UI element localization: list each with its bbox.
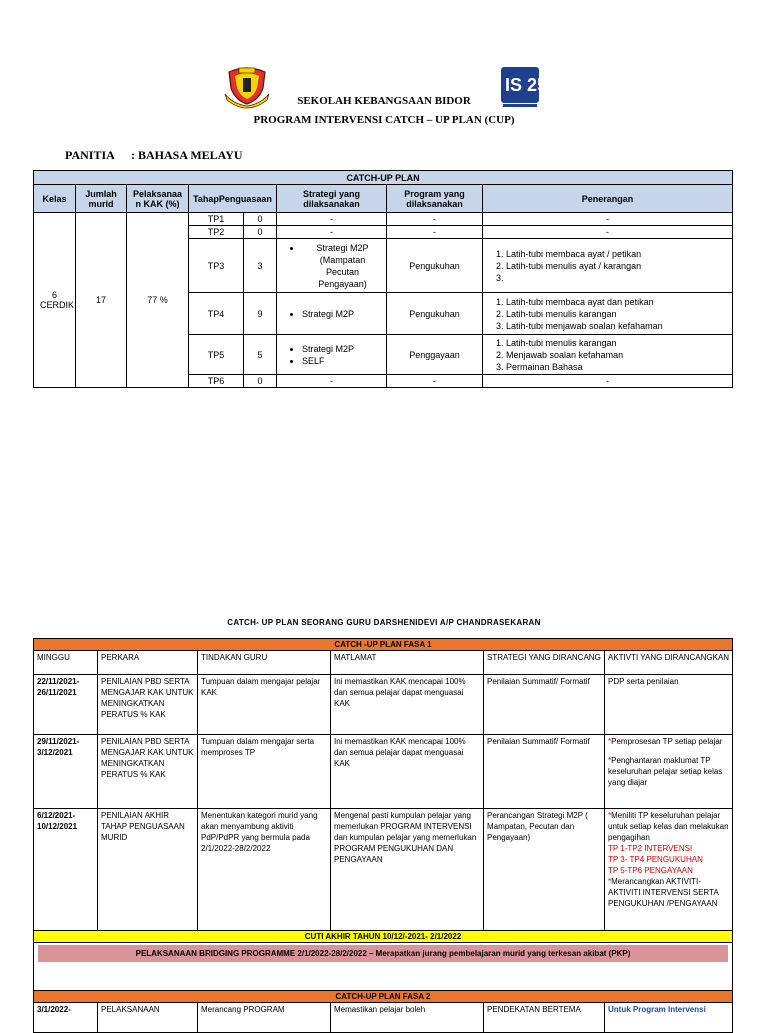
bridging-row [34, 943, 733, 991]
penerangan-cell [483, 293, 733, 335]
penerangan-cell [483, 335, 733, 375]
strategi-cell: Penilaian Summatif/ Formatif [484, 735, 605, 809]
tp-cell: TP5 [189, 335, 244, 375]
tp-count: 5 [244, 335, 277, 375]
fasa1-band: CATCH -UP PLAN FASA 1 [34, 639, 733, 651]
program-cell: Pengukuhan [387, 293, 483, 335]
table-row [34, 213, 733, 226]
minggu-cell: 22/11/2021-26/11/2021 [34, 675, 98, 735]
fasa2-band: CATCH-UP PLAN FASA 2 [34, 991, 733, 1003]
program-cell: - [387, 375, 483, 388]
tp-cell: TP4 [189, 293, 244, 335]
aktiviti-cell [605, 809, 733, 931]
list-item: 2. Latih-tubi menulis karangan [506, 308, 729, 320]
perkara-cell: PELAKSANAAN [98, 1003, 198, 1033]
list-item: 1. Latih-tubi membaca ayat dan petikan [506, 296, 729, 308]
header-minggu: MINGGU [34, 651, 98, 675]
program-cell: - [387, 226, 483, 239]
bridging-band: PELAKSANAAN BRIDGING PROGRAMME 2/1/2022-28/2/2022 – Merapatkan jurang pembelajaran murid yang terkesan akibat (PKP) [38, 945, 728, 962]
header-penerangan: Penerangan [483, 185, 733, 213]
perkara-cell: PENILAIAN PBD SERTA MENGAJAR KAK UNTUK MENINGKATKAN PERATUS % KAK [98, 735, 198, 809]
list-item: 1. Latih-tubi menulis karangan [506, 337, 729, 349]
tp-cell: TP3 [189, 239, 244, 293]
header-pelaksanaan: Pelaksanaa n KAK (%) [127, 185, 189, 213]
table-row [34, 1003, 733, 1033]
header-aktiviti: AKTIVTI YANG DIRANCANGKAN [605, 651, 733, 675]
strategi-cell: PENDEKATAN BERTEMA [484, 1003, 605, 1033]
strategi-cell: Perancangan Strategi M2P ( Mampatan, Pecutan dan Pengayaan) [484, 809, 605, 931]
aktiviti-item: *Meniliti TP keseluruhan pelajar untuk setiap kelas dan melakukan pengagihan [608, 811, 729, 842]
panitia-label: PANITIA [65, 148, 115, 162]
school-name: SEKOLAH KEBANGSAAN BIDOR [297, 95, 471, 107]
list-item: 2. Menjawab soalan kefahaman [506, 349, 729, 361]
list-item: 3. Permainan Bahasa [506, 361, 729, 373]
penerangan-cell [483, 239, 733, 293]
header-strategi: STRATEGI YANG DIRANCANG [484, 651, 605, 675]
list-item: 1. Latih-tubi membaca ayat / petikan [506, 248, 729, 260]
perkara-cell: PENILAIAN PBD SERTA MENGAJAR KAK UNTUK MENINGKATKAN PERATUS % KAK [98, 675, 198, 735]
panitia-line [65, 148, 243, 163]
jumlah-murid-cell: 17 [76, 213, 127, 388]
table1-title: CATCH-UP PLAN [34, 171, 733, 185]
strategi-cell: - [277, 226, 387, 239]
kelas-cell: 6 CERDIK [34, 213, 76, 388]
aktiviti-item: *Penghantaran maklumat TP keseluruhan pelajar setiap kelas yang diajar [608, 756, 723, 787]
header-program: Program yang dilaksanakan [387, 185, 483, 213]
catch-up-plan-table [33, 170, 733, 388]
aktiviti-cell: Untuk Program Intervensi [605, 1003, 733, 1033]
strategi-cell [277, 335, 387, 375]
teacher-catch-up-plan-table [33, 638, 733, 1033]
strategi-cell: - [277, 375, 387, 388]
tp-count: 0 [244, 213, 277, 226]
header-kelas: Kelas [34, 185, 76, 213]
aktiviti-red-line: TP 3- TP4 PENGUKUHAN [608, 855, 703, 864]
list-item: • SELF [302, 355, 383, 367]
program-cell: Penggayaan [387, 335, 483, 375]
is25-logo-text: IS 25 [505, 75, 548, 95]
program-cell: - [387, 213, 483, 226]
tindakan-cell: Tumpuan dalam mengajar pelajar KAK [198, 675, 331, 735]
panitia-value: : BAHASA MELAYU [131, 148, 243, 162]
header-matlamat: MATLAMAT [331, 651, 484, 675]
tp-count: 3 [244, 239, 277, 293]
tindakan-cell: Merancang PROGRAM [198, 1003, 331, 1033]
table-row [34, 735, 733, 809]
tindakan-cell: Menentukan kategori murid yang akan menyambung aktiviti PdP/PdPR yang bermula pada 2/1/2022-28/2/2022 [198, 809, 331, 931]
aktiviti-red-line: TP 5-TP6 PENGAYAAN [608, 866, 693, 875]
tp-count: 9 [244, 293, 277, 335]
list-item: • Strategi M2P (Mampatan Pecutan Pengayaan) [302, 242, 383, 290]
tp-count: 0 [244, 375, 277, 388]
header-perkara: PERKARA [98, 651, 198, 675]
cuti-band: CUTI AKHIR TAHUN 10/12/-2021- 2/1/2022 [34, 931, 733, 943]
header-tahap: TahapPenguasaan [189, 185, 277, 213]
penerangan-cell: - [483, 213, 733, 226]
minggu-cell: 6/12/2021-10/12/2021 [34, 809, 98, 931]
tp-cell: TP6 [189, 375, 244, 388]
list-item: • Strategi M2P [302, 343, 383, 355]
tp-count: 0 [244, 226, 277, 239]
penerangan-cell: - [483, 226, 733, 239]
perkara-cell: PENILAIAN AKHIR TAHAP PENGUASAAN MURID [98, 809, 198, 931]
program-title: PROGRAM INTERVENSI CATCH – UP PLAN (CUP) [253, 114, 515, 126]
strategi-cell [277, 293, 387, 335]
aktiviti-cell: PDP serta penilaian [605, 675, 733, 735]
strategi-cell: Penilaian Summatif/ Formatif [484, 675, 605, 735]
pelaksanaan-cell: 77 % [127, 213, 189, 388]
header-jumlah-murid: Jumlah murid [76, 185, 127, 213]
tindakan-cell: Tumpuan dalam mengajar serta memproses TP [198, 735, 331, 809]
table-row [34, 809, 733, 931]
aktiviti-cell [605, 735, 733, 809]
matlamat-cell: Ini memastikan KAK mencapai 100% dan semua pelajar dapat menguasai KAK [331, 735, 484, 809]
strategi-cell: - [277, 213, 387, 226]
list-item: 2. Latih-tubi menulis ayat / karangan [506, 260, 729, 272]
minggu-cell: 3/1/2022- [34, 1003, 98, 1033]
aktiviti-item: *Pemprosesan TP setiap pelajar [608, 737, 723, 746]
list-item: 3. Latih-tubi menjawab soalan kefahaman [506, 320, 729, 332]
tp-cell: TP1 [189, 213, 244, 226]
program-cell: Pengukuhan [387, 239, 483, 293]
matlamat-cell: Ini memastikan KAK mencapai 100% dan semua pelajar dapat menguasai KAK [331, 675, 484, 735]
header-strategi: Strategi yang dilaksanakan [277, 185, 387, 213]
minggu-cell: 29/11/2021-3/12/2021 [34, 735, 98, 809]
header-tindakan: TINDAKAN GURU [198, 651, 331, 675]
aktiviti-item: *Merancangkan AKTIVITI-AKTIVITI INTERVENSI SERTA PENGUKUHAN /PENGAYAAN [608, 877, 719, 908]
matlamat-cell: Memastikan pelajar boleh [331, 1003, 484, 1033]
strategi-cell [277, 239, 387, 293]
list-item: • Strategi M2P [302, 308, 383, 320]
penerangan-cell: - [483, 375, 733, 388]
tp-cell: TP2 [189, 226, 244, 239]
table-row [34, 675, 733, 735]
table2-title: CATCH- UP PLAN SEORANG GURU DARSHENIDEVI A/P CHANDRASEKARAN [227, 618, 541, 627]
aktiviti-red-line: TP 1-TP2 INTERVENSI [608, 844, 693, 853]
matlamat-cell: Mengenal pasti kumpulan pelajar yang memerlukan PROGRAM INTERVENSI dan kumpulan pelajar yang memerlukan PROGRAM PENGUKUHAN DAN PENGAYAAN [331, 809, 484, 931]
list-item [506, 272, 729, 284]
